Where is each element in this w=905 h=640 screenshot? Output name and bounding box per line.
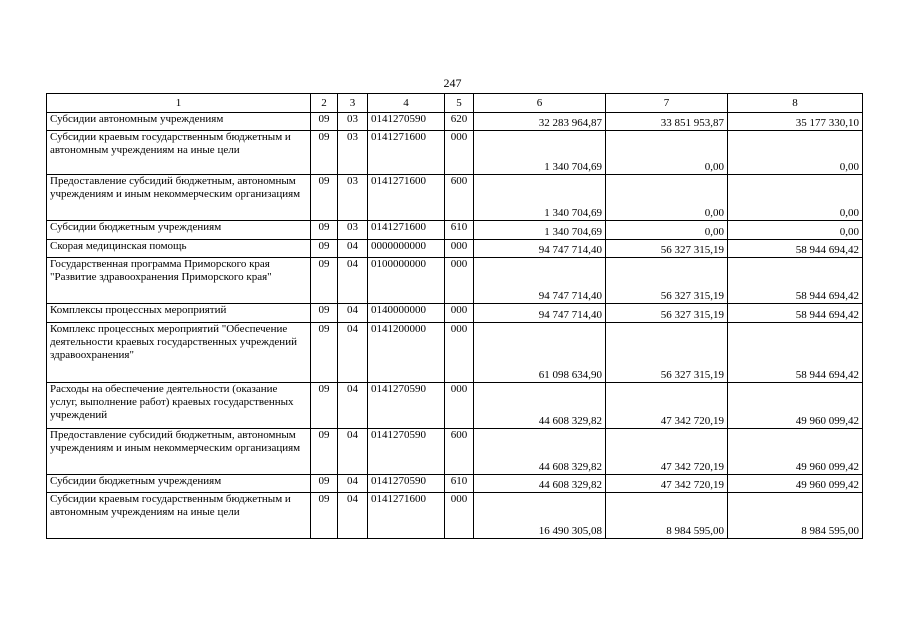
table-row [47, 113, 863, 131]
table-row [47, 258, 863, 304]
column-header: 6 [474, 94, 606, 113]
row-amount-col7: 56 327 315,19 [606, 304, 728, 323]
row-section: 09 [311, 429, 338, 475]
row-amount-col6: 44 608 329,82 [474, 475, 606, 493]
row-expense-type: 000 [445, 383, 474, 429]
row-name: Субсидии краевым государственным бюджетным и автономным учреждениям на иные цели [47, 131, 311, 175]
table-row [47, 131, 863, 175]
table-row [47, 475, 863, 493]
row-subsection: 03 [338, 113, 368, 131]
row-section: 09 [311, 175, 338, 221]
row-amount-col7: 0,00 [606, 221, 728, 240]
row-amount-col6: 44 608 329,82 [474, 429, 606, 475]
row-amount-col7: 47 342 720,19 [606, 383, 728, 429]
table-row [47, 323, 863, 383]
row-amount-col6: 1 340 704,69 [474, 221, 606, 240]
row-name: Субсидии краевым государственным бюджетным и автономным учреждениям на иные цели [47, 493, 311, 539]
column-header: 1 [47, 94, 311, 113]
row-section: 09 [311, 475, 338, 493]
row-amount-col7: 8 984 595,00 [606, 493, 728, 539]
row-amount-col8: 0,00 [728, 175, 863, 221]
row-name: Предоставление субсидий бюджетным, автономным учреждениям и иным некоммерческим организациям [47, 175, 311, 221]
row-target-code: 0141270590 [368, 429, 445, 475]
budget-table [46, 93, 863, 539]
table-row [47, 383, 863, 429]
row-name: Субсидии автономным учреждениям [47, 113, 311, 131]
row-target-code: 0141271600 [368, 221, 445, 240]
row-section: 09 [311, 258, 338, 304]
row-amount-col8: 58 944 694,42 [728, 304, 863, 323]
row-amount-col8: 49 960 099,42 [728, 383, 863, 429]
row-section: 09 [311, 221, 338, 240]
row-target-code: 0100000000 [368, 258, 445, 304]
row-amount-col8: 0,00 [728, 221, 863, 240]
row-amount-col6: 1 340 704,69 [474, 175, 606, 221]
table-row [47, 493, 863, 539]
table-row [47, 221, 863, 240]
table-row [47, 304, 863, 323]
row-section: 09 [311, 113, 338, 131]
row-amount-col6: 61 098 634,90 [474, 323, 606, 383]
row-target-code: 0141270590 [368, 475, 445, 493]
row-expense-type: 610 [445, 221, 474, 240]
row-name: Субсидии бюджетным учреждениям [47, 475, 311, 493]
row-expense-type: 000 [445, 131, 474, 175]
row-target-code: 0141270590 [368, 113, 445, 131]
row-expense-type: 000 [445, 493, 474, 539]
row-section: 09 [311, 323, 338, 383]
row-expense-type: 000 [445, 258, 474, 304]
row-amount-col6: 94 747 714,40 [474, 258, 606, 304]
row-expense-type: 000 [445, 323, 474, 383]
row-section: 09 [311, 304, 338, 323]
table-row [47, 240, 863, 258]
column-header: 8 [728, 94, 863, 113]
row-amount-col8: 0,00 [728, 131, 863, 175]
row-expense-type: 620 [445, 113, 474, 131]
row-target-code: 0141271600 [368, 131, 445, 175]
row-amount-col6: 94 747 714,40 [474, 240, 606, 258]
row-subsection: 03 [338, 175, 368, 221]
row-expense-type: 000 [445, 304, 474, 323]
row-subsection: 03 [338, 221, 368, 240]
table-row [47, 175, 863, 221]
row-name: Комплексы процессных мероприятий [47, 304, 311, 323]
row-amount-col6: 1 340 704,69 [474, 131, 606, 175]
row-amount-col7: 56 327 315,19 [606, 323, 728, 383]
row-name: Комплекс процессных мероприятий "Обеспечение деятельности краевых государственных учреждений здравоохранения" [47, 323, 311, 383]
row-target-code: 0140000000 [368, 304, 445, 323]
row-subsection: 04 [338, 323, 368, 383]
row-subsection: 04 [338, 383, 368, 429]
column-header: 4 [368, 94, 445, 113]
row-amount-col7: 47 342 720,19 [606, 429, 728, 475]
row-section: 09 [311, 493, 338, 539]
row-amount-col6: 16 490 305,08 [474, 493, 606, 539]
row-expense-type: 600 [445, 429, 474, 475]
row-amount-col8: 8 984 595,00 [728, 493, 863, 539]
row-subsection: 04 [338, 493, 368, 539]
row-amount-col8: 58 944 694,42 [728, 323, 863, 383]
row-subsection: 04 [338, 258, 368, 304]
row-amount-col8: 58 944 694,42 [728, 258, 863, 304]
column-header: 2 [311, 94, 338, 113]
row-amount-col8: 49 960 099,42 [728, 429, 863, 475]
row-expense-type: 610 [445, 475, 474, 493]
row-subsection: 03 [338, 131, 368, 175]
column-header: 7 [606, 94, 728, 113]
row-name: Государственная программа Приморского края "Развитие здравоохранения Приморского края" [47, 258, 311, 304]
row-subsection: 04 [338, 475, 368, 493]
row-amount-col7: 33 851 953,87 [606, 113, 728, 131]
row-amount-col6: 44 608 329,82 [474, 383, 606, 429]
row-amount-col7: 56 327 315,19 [606, 240, 728, 258]
row-target-code: 0000000000 [368, 240, 445, 258]
row-amount-col6: 94 747 714,40 [474, 304, 606, 323]
table-row [47, 429, 863, 475]
row-amount-col7: 56 327 315,19 [606, 258, 728, 304]
row-name: Расходы на обеспечение деятельности (оказание услуг, выполнение работ) краевых государственных учреждений [47, 383, 311, 429]
row-expense-type: 000 [445, 240, 474, 258]
row-amount-col7: 0,00 [606, 131, 728, 175]
row-name: Предоставление субсидий бюджетным, автономным учреждениям и иным некоммерческим организациям [47, 429, 311, 475]
row-amount-col6: 32 283 964,87 [474, 113, 606, 131]
row-section: 09 [311, 131, 338, 175]
row-expense-type: 600 [445, 175, 474, 221]
row-section: 09 [311, 240, 338, 258]
header-row [47, 94, 863, 113]
row-name: Субсидии бюджетным учреждениям [47, 221, 311, 240]
row-amount-col8: 58 944 694,42 [728, 240, 863, 258]
column-header: 5 [445, 94, 474, 113]
row-amount-col7: 47 342 720,19 [606, 475, 728, 493]
row-target-code: 0141271600 [368, 175, 445, 221]
row-amount-col8: 49 960 099,42 [728, 475, 863, 493]
row-amount-col8: 35 177 330,10 [728, 113, 863, 131]
row-target-code: 0141270590 [368, 383, 445, 429]
row-subsection: 04 [338, 240, 368, 258]
row-target-code: 0141271600 [368, 493, 445, 539]
row-subsection: 04 [338, 304, 368, 323]
row-subsection: 04 [338, 429, 368, 475]
row-name: Скорая медицинская помощь [47, 240, 311, 258]
row-amount-col7: 0,00 [606, 175, 728, 221]
column-header: 3 [338, 94, 368, 113]
row-section: 09 [311, 383, 338, 429]
page-number: 247 [443, 76, 462, 90]
row-target-code: 0141200000 [368, 323, 445, 383]
